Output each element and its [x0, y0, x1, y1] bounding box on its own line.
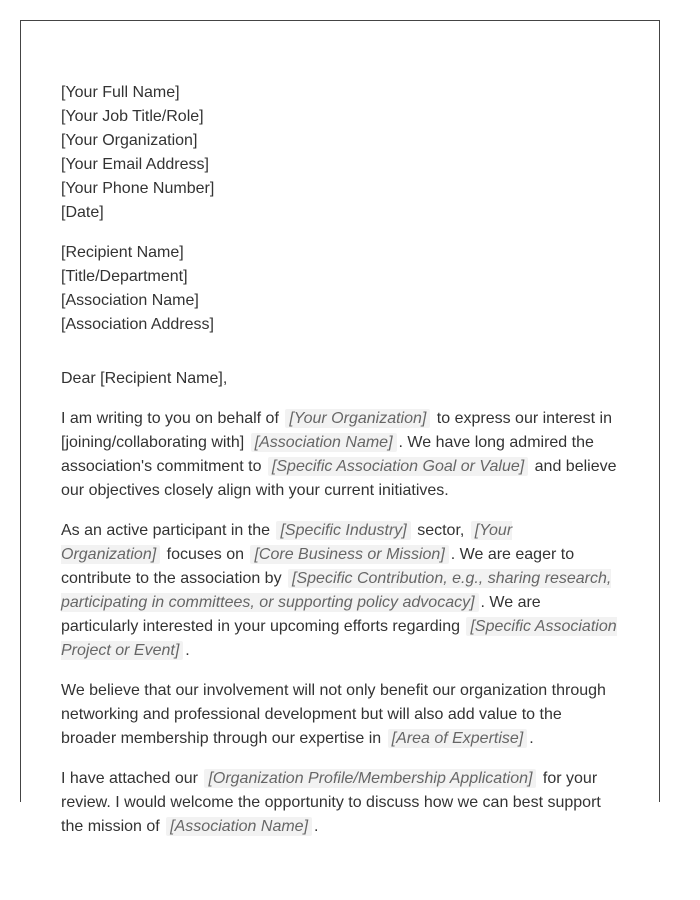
sender-phone: [Your Phone Number]: [61, 180, 215, 197]
placeholder-your-organization: [Your Organization]: [61, 522, 513, 563]
paragraph-4: [61, 767, 617, 839]
greeting: Dear [Recipient Name],: [61, 370, 228, 387]
p2-text-1: As an active participant in the: [61, 522, 271, 539]
p2-text-6: .: [185, 642, 190, 659]
letter-page: [20, 20, 660, 835]
paragraph-2: [61, 519, 617, 663]
sender-email: [Your Email Address]: [61, 156, 209, 173]
p1-text-3: . We have long admired the association's commitment to: [61, 434, 594, 475]
p2-text-4: . We are eager to contribute to the association by: [61, 546, 575, 587]
placeholder-association-goal: [Specific Association Goal or Value]: [268, 457, 528, 476]
p1-text-2: to express our interest in [joining/collaborating with]: [61, 410, 612, 451]
p4-text-3: .: [314, 818, 319, 835]
placeholder-association-project: [Specific Association Project or Event]: [61, 618, 617, 659]
p2-text-2: sector,: [417, 522, 465, 539]
paragraph-3: [61, 679, 617, 751]
p2-text-3: focuses on: [166, 546, 245, 563]
placeholder-core-business: [Core Business or Mission]: [250, 545, 448, 564]
placeholder-association-name: [Association Name]: [251, 433, 397, 452]
recipient-address: [Association Address]: [61, 316, 214, 333]
p3-text-1: We believe that our involvement will not only benefit our organization through networking and professional development but will also add value to the broader membership through our expertise in: [61, 682, 606, 747]
paragraph-1: [61, 407, 617, 503]
recipient-title: [Title/Department]: [61, 268, 188, 285]
placeholder-specific-industry: [Specific Industry]: [276, 521, 410, 540]
sender-organization: [Your Organization]: [61, 132, 198, 149]
p2-text-5: . We are particularly interested in your upcoming efforts regarding: [61, 594, 541, 635]
sender-title: [Your Job Title/Role]: [61, 108, 204, 125]
placeholder-association-name: [Association Name]: [166, 817, 312, 836]
p1-text-4: and believe our objectives closely align with your current initiatives.: [61, 458, 617, 499]
letter-content: [61, 81, 617, 855]
p4-text-1: I have attached our: [61, 770, 198, 787]
sender-block: [61, 81, 617, 225]
p3-text-2: .: [529, 730, 534, 747]
recipient-block: [61, 241, 617, 337]
p1-text-1: I am writing to you on behalf of: [61, 410, 279, 427]
sender-name: [Your Full Name]: [61, 84, 180, 101]
placeholder-your-organization: [Your Organization]: [285, 409, 430, 428]
p4-text-2: for your review. I would welcome the opportunity to discuss how we can best support the mission of: [61, 770, 601, 835]
placeholder-specific-contribution: [Specific Contribution, e.g., sharing research, participating in committees, or supporting policy advocacy]: [61, 570, 612, 611]
recipient-name: [Recipient Name]: [61, 244, 184, 261]
placeholder-organization-profile: [Organization Profile/Membership Application]: [204, 769, 536, 788]
sender-date: [Date]: [61, 204, 104, 221]
placeholder-area-of-expertise: [Area of Expertise]: [388, 729, 528, 748]
recipient-association: [Association Name]: [61, 292, 199, 309]
